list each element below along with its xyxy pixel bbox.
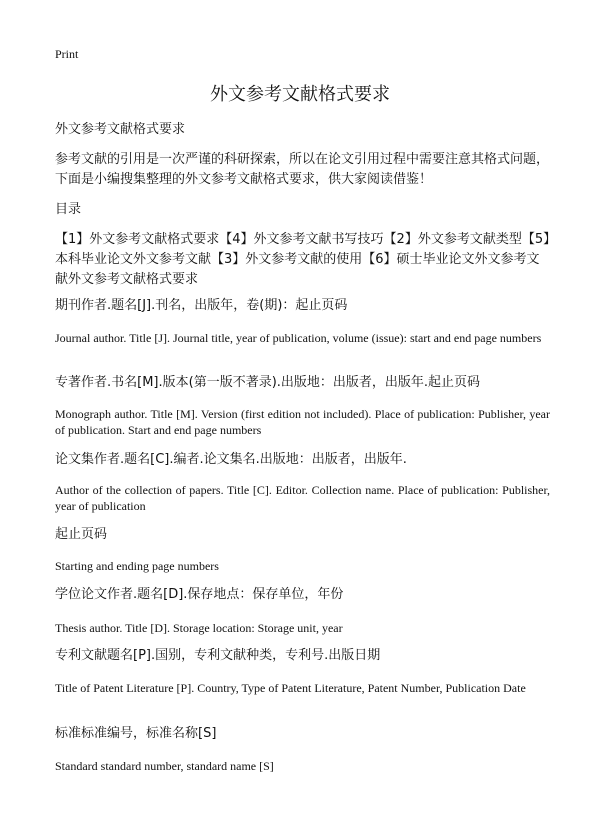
entry-journal-zh: 期刊作者.题名[J].刊名，出版年，卷(期)：起止页码 [55, 298, 348, 313]
entry-collection-en: Author of the collection of papers. Title [C]. Editor. Collection name. Place of publication: Publisher, year of publication [55, 483, 550, 513]
entry-standard-en: Standard standard number, standard name [S] [55, 759, 274, 773]
toc-heading: 目录 [55, 202, 82, 217]
intro-paragraph: 参考文献的引用是一次严谨的科研探索，所以在论文引用过程中需要注意其格式问题，下面是小编搜集整理的外文参考文献格式要求，供大家阅读借鉴！ [55, 152, 550, 187]
section-heading: 外文参考文献格式要求 [55, 122, 186, 137]
entry-standard-zh: 标准标准编号，标准名称[S] [55, 726, 217, 741]
entry-patent-zh: 专利文献题名[P].国别，专利文献种类，专利号.出版日期 [55, 648, 381, 663]
entry-pages-en: Starting and ending page numbers [55, 559, 219, 573]
entry-collection-zh: 论文集作者.题名[C].编者.论文集名.出版地：出版者，出版年. [55, 452, 407, 467]
entry-monograph-en: Monograph author. Title [M]. Version (first edition not included). Place of publication: Publisher, year of publication. Start and end page numbers [55, 407, 550, 437]
document-title: 外文参考文献格式要求 [210, 84, 390, 105]
entry-journal-en: Journal author. Title [J]. Journal title, year of publication, volume (issue): start and end page numbers [55, 331, 542, 345]
entry-pages-zh: 起止页码 [55, 527, 108, 542]
entry-patent-en: Title of Patent Literature [P]. Country, Type of Patent Literature, Patent Number, Publication Date [55, 681, 526, 695]
toc-links[interactable]: 【1】外文参考文献格式要求【4】外文参考文献书写技巧【2】外文参考文献类型【5】本科毕业论文外文参考文献【3】外文参考文献的使用【6】硕士毕业论文外文参考文献外文参考文献格式要求 [55, 232, 550, 287]
print-label: Print [55, 47, 79, 61]
entry-thesis-zh: 学位论文作者.题名[D].保存地点：保存单位，年份 [55, 587, 344, 602]
entry-monograph-zh: 专著作者.书名[M].版本(第一版不著录).出版地：出版者，出版年.起止页码 [55, 375, 481, 390]
entry-thesis-en: Thesis author. Title [D]. Storage location: Storage unit, year [55, 621, 343, 635]
